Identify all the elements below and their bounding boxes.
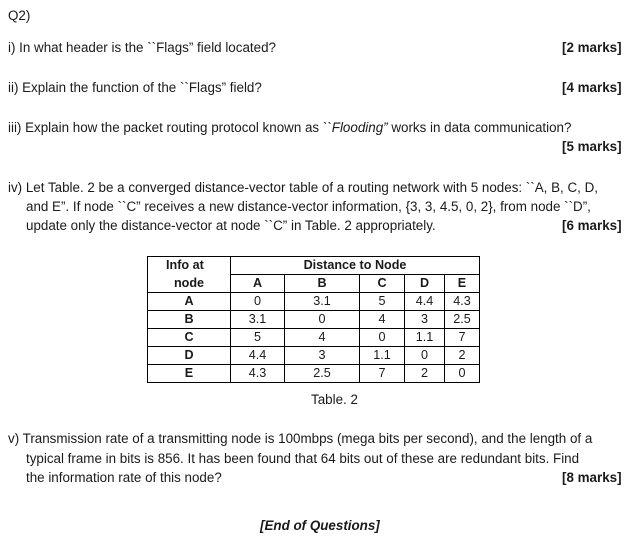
question-v-line-1: v) Transmission rate of a transmitting node is 100mbps (mega bits per second), and the length of a (8, 431, 593, 446)
question-heading: Q2) (8, 8, 31, 23)
question-i-marks: [2 marks] (562, 40, 622, 55)
column-header-c: C (360, 275, 405, 293)
question-i-text-a: i) In what header is the (8, 40, 148, 55)
table-cell: 4 (360, 311, 405, 329)
question-ii-text-b: field? (226, 80, 262, 95)
question-ii-marks: [4 marks] (562, 80, 622, 95)
question-i-text-b: field located? (193, 40, 276, 55)
table-cell: 0 (231, 293, 285, 311)
distance-vector-table (147, 256, 480, 383)
row-header-b: B (148, 311, 231, 329)
table-row (148, 329, 480, 347)
table-cell: 3 (405, 311, 445, 329)
table-cell: 2.5 (285, 365, 360, 383)
table-cell: 2.5 (445, 311, 480, 329)
column-header-b: B (285, 275, 360, 293)
node-label: node (148, 275, 231, 293)
question-iii-text-b: works in data communication? (387, 120, 572, 135)
column-header-d: D (405, 275, 445, 293)
question-ii (8, 80, 262, 95)
table-cell: 4.4 (405, 293, 445, 311)
table-header-row-2 (148, 275, 480, 293)
table-cell: 1.1 (360, 347, 405, 365)
table-row (148, 311, 480, 329)
table-row (148, 347, 480, 365)
table-cell: 5 (231, 329, 285, 347)
question-iii-marks: [5 marks] (562, 139, 622, 154)
row-header-a: A (148, 293, 231, 311)
table-row (148, 293, 480, 311)
table-caption: Table. 2 (311, 392, 358, 407)
question-i-field: ``Flags” (147, 40, 194, 55)
table-cell: 4.3 (231, 365, 285, 383)
question-iii-field: ``Flooding” (322, 120, 388, 135)
table-cell: 2 (445, 347, 480, 365)
table-cell: 7 (360, 365, 405, 383)
table-cell: 0 (285, 311, 360, 329)
table-cell: 2 (405, 365, 445, 383)
end-of-questions: [End of Questions] (260, 518, 380, 533)
info-at-label: Info at (148, 257, 231, 275)
question-iv-line-2: and E”. If node ``C” receives a new distance-vector information, {3, 3, 4.5, 0, 2}, from node ``D”, (26, 199, 591, 214)
question-ii-field: ``Flags” (179, 80, 227, 95)
question-iii-text-a: iii) Explain how the packet routing protocol known as (8, 120, 323, 135)
table-cell: 3 (285, 347, 360, 365)
question-v-marks: [8 marks] (562, 470, 622, 485)
table-cell: 0 (445, 365, 480, 383)
row-header-e: E (148, 365, 231, 383)
table-cell: 4.4 (231, 347, 285, 365)
table-cell: 4.3 (445, 293, 480, 311)
table-cell: 3.1 (231, 311, 285, 329)
row-header-c: C (148, 329, 231, 347)
table-cell: 0 (360, 329, 405, 347)
table-cell: 3.1 (285, 293, 360, 311)
table-cell: 1.1 (405, 329, 445, 347)
question-i (8, 40, 276, 55)
question-iv-marks: [6 marks] (562, 218, 622, 233)
row-header-d: D (148, 347, 231, 365)
column-header-a: A (231, 275, 285, 293)
question-iii (8, 120, 571, 135)
question-v-line-2: typical frame in bits is 856. It has been found that 64 bits out of these are redundant bits. Find (26, 451, 580, 466)
table-cell: 5 (360, 293, 405, 311)
question-v-line-3: the information rate of this node? (26, 470, 222, 485)
table-cell: 7 (445, 329, 480, 347)
column-header-e: E (445, 275, 480, 293)
question-ii-text-a: ii) Explain the function of the (8, 80, 180, 95)
table-cell: 0 (405, 347, 445, 365)
table-cell: 4 (285, 329, 360, 347)
distance-to-node-header: Distance to Node (231, 257, 480, 275)
question-iv-line-1: iv) Let Table. 2 be a converged distance-vector table of a routing network with 5 nodes: ``A, B, C, D, (8, 180, 598, 195)
table-row (148, 365, 480, 383)
question-iv-line-3: update only the distance-vector at node ``C” in Table. 2 appropriately. (26, 218, 436, 233)
table-header-row-1 (148, 257, 480, 275)
